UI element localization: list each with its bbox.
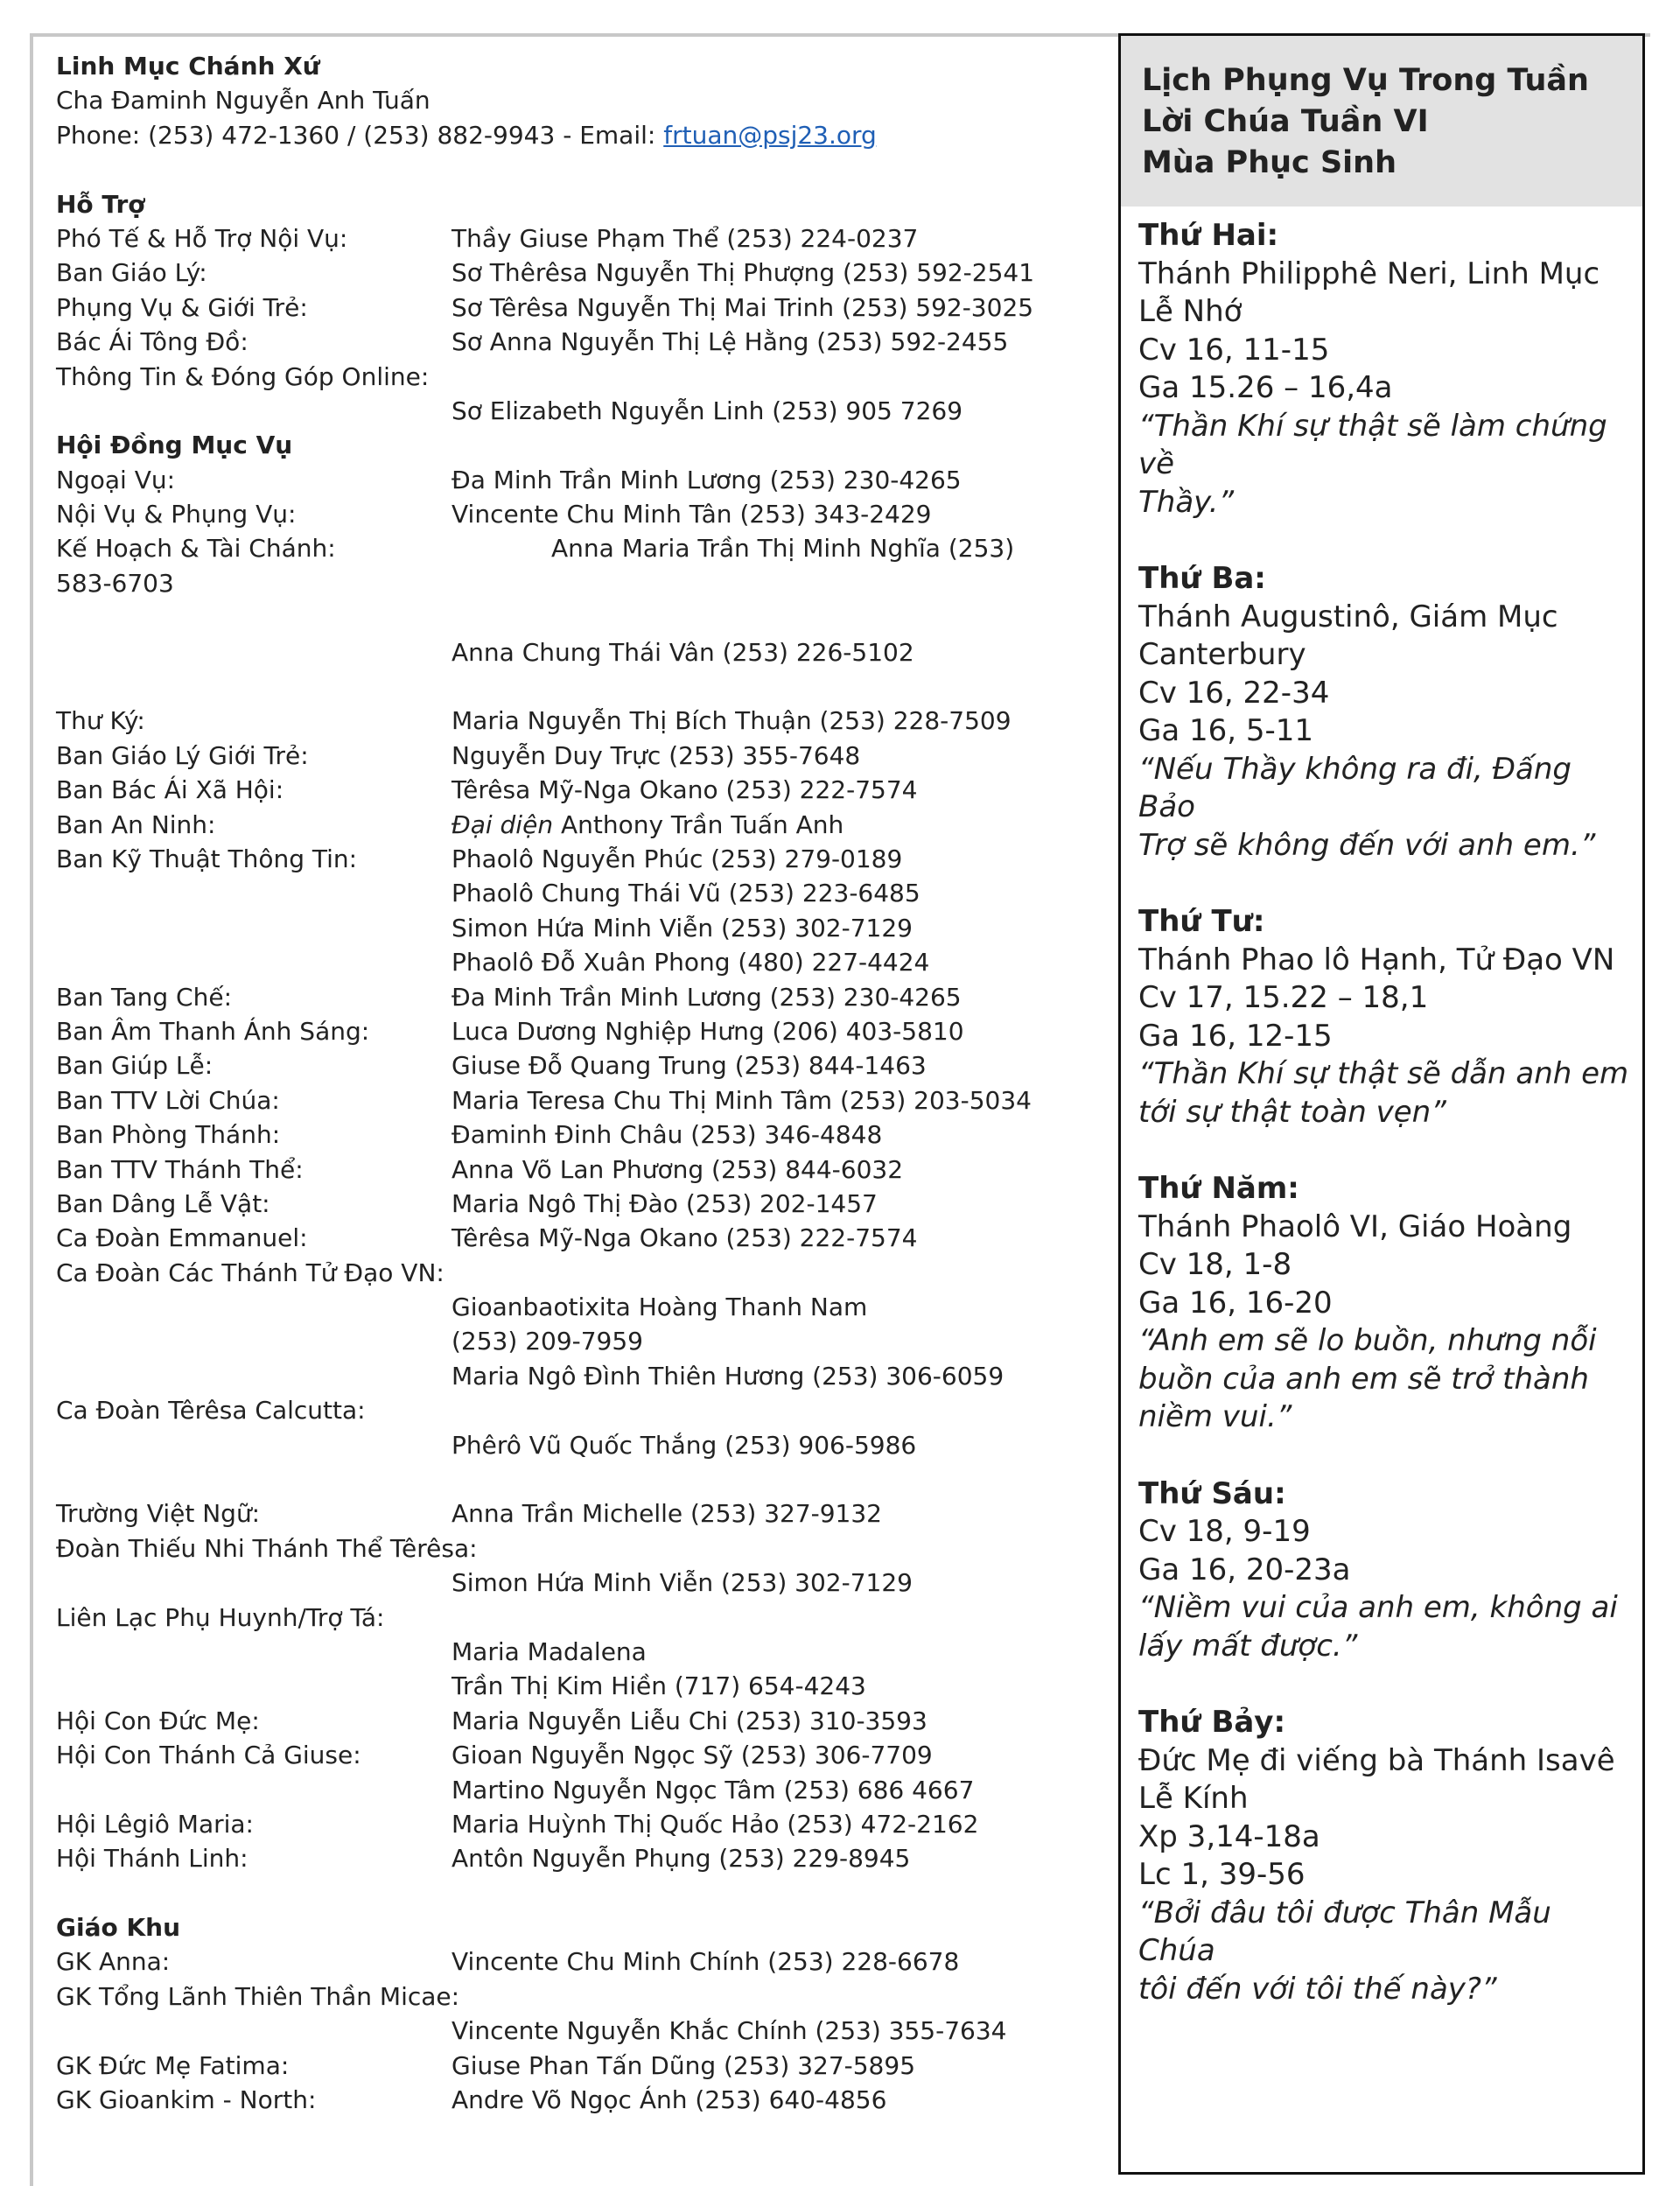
directory-label: Ban Kỹ Thuật Thông Tin: — [56, 844, 358, 873]
directory-label: Phụng Vụ & Giới Trẻ: — [56, 292, 308, 322]
directory-value: Gioanbaotixita Hoàng Thanh Nam — [452, 1293, 868, 1322]
liturgy-day — [1138, 1704, 1634, 2008]
day-quote: tới sự thật toàn vẹn” — [1138, 1094, 1446, 1130]
security-value — [452, 808, 844, 842]
directory-label: Ca Đoàn Têrêsa Calcutta: — [56, 1396, 366, 1426]
security-prefix: Đại diện — [452, 809, 554, 839]
day-reading: Ga 16, 12-15 — [1138, 1018, 1333, 1054]
directory-label: Nội Vụ & Phụng Vụ: — [56, 500, 297, 529]
day-reading: Cv 18, 1-8 — [1138, 1247, 1292, 1282]
directory-label: Liên Lạc Phụ Huynh/Trợ Tá: — [56, 1602, 385, 1632]
directory-row — [56, 497, 1106, 531]
security-name: Anthony Trần Tuấn Anh — [553, 809, 844, 839]
directory-label: Ban Tang Chế: — [56, 982, 233, 1012]
day-title: Thứ Bảy: — [1138, 1705, 1286, 1740]
directory-row — [56, 980, 1106, 1014]
directory-row — [56, 1601, 1106, 1635]
directory-row — [56, 463, 1106, 497]
sidebar-title-line: Lời Chúa Tuần VI — [1142, 104, 1429, 139]
day-quote: Trợ sẽ không đến với anh em.” — [1138, 827, 1596, 863]
directory-value: Vincente Nguyễn Khắc Chính (253) 355-7634 — [452, 2016, 1007, 2046]
directory-row — [56, 1187, 1106, 1221]
directory-label: Hội Con Đức Mẹ: — [56, 1706, 260, 1735]
directory-value: Têrêsa Mỹ-Nga Okano (253) 222-7574 — [452, 775, 918, 805]
directory-row — [56, 704, 1106, 738]
pastor-name: Cha Đaminh Nguyễn Anh Tuấn — [56, 86, 430, 116]
day-reading: Thánh Augustinô, Giám Mục — [1138, 599, 1558, 634]
directory-value: Thầy Giuse Phạm Thể (253) 224-0237 — [452, 223, 919, 253]
directory-value: Maria Nguyễn Liễu Chi (253) 310-3593 — [452, 1706, 928, 1735]
pastor-heading: Linh Mục Chánh Xứ — [56, 52, 320, 81]
directory-value: Sơ Thêrêsa Nguyễn Thị Phượng (253) 592-2541 — [452, 258, 1035, 288]
day-quote: “Bởi đâu tôi được Thân Mẫu Chúa — [1138, 1895, 1551, 1968]
directory-row — [56, 1944, 1106, 1979]
directory-row — [56, 1979, 1106, 2014]
directory-label: Thư Ký: — [56, 706, 145, 736]
directory-value: Anna Võ Lan Phương (253) 844-6032 — [452, 1154, 904, 1184]
directory-value: Phêrô Vũ Quốc Thắng (253) 906-5986 — [452, 1430, 917, 1460]
day-quote: “Thần Khí sự thật sẽ dẫn anh em — [1138, 1056, 1629, 1091]
finance-value-2: Anna Chung Thái Vân (253) 226-5102 — [452, 637, 914, 667]
day-reading: Thánh Philipphê Neri, Linh Mục — [1138, 256, 1600, 291]
directory-row — [56, 1221, 1106, 1255]
directory-row — [56, 911, 1106, 945]
directory-value: Giuse Đỗ Quang Trung (253) 844-1463 — [452, 1051, 927, 1081]
directory-row — [56, 1393, 1106, 1427]
directory-value: Simon Hứa Minh Viễn (253) 302-7129 — [452, 1568, 913, 1598]
support-rows — [56, 221, 1106, 428]
day-title: Thứ Hai: — [1138, 218, 1279, 253]
directory-value: Anna Trần Michelle (253) 327-9132 — [452, 1499, 882, 1529]
day-quote: Thầy.” — [1138, 484, 1235, 520]
day-reading: Lễ Nhớ — [1138, 294, 1242, 329]
directory-label: GK Tổng Lãnh Thiên Thần Micae: — [56, 1981, 460, 2011]
pastor-contact — [56, 118, 1106, 152]
directory-row — [56, 1324, 1106, 1358]
directory-label: Đoàn Thiếu Nhi Thánh Thể Têrêsa: — [56, 1533, 478, 1563]
council-rows — [56, 842, 1106, 1462]
directory-value: Maria Ngô Thị Đào (253) 202-1457 — [452, 1188, 878, 1218]
day-quote: “Nếu Thầy không ra đi, Đấng Bảo — [1138, 751, 1572, 824]
directory-row — [56, 2083, 1106, 2117]
finance-value: Anna Maria Trần Thị Minh Nghĩa (253) — [551, 534, 1015, 564]
directory-label: Ban Dâng Lễ Vật: — [56, 1188, 270, 1218]
day-title: Thứ Tư: — [1138, 904, 1265, 939]
pastor-phone: Phone: (253) 472-1360 / (253) 882-9943 - Email: — [56, 120, 664, 150]
directory-row — [56, 1841, 1106, 1875]
directory-label: GK Đức Mẹ Fatima: — [56, 2050, 290, 2080]
pastor-email-link[interactable]: frtuan@psj23.org — [663, 120, 877, 150]
directory-value: Martino Nguyễn Ngọc Tâm (253) 686 4667 — [452, 1775, 975, 1804]
liturgy-day — [1138, 903, 1634, 1132]
directory-label: Bác Ái Tông Đồ: — [56, 327, 248, 357]
directory-value: Simon Hứa Minh Viễn (253) 302-7129 — [452, 913, 913, 942]
day-quote: “Niềm vui của anh em, không ai — [1138, 1590, 1618, 1625]
directory-row — [56, 1807, 1106, 1841]
directory-row — [56, 2049, 1106, 2083]
spacer — [56, 1876, 1106, 1910]
day-quote: niềm vui.” — [1138, 1399, 1292, 1434]
directory-row — [56, 739, 1106, 773]
liturgy-day — [1138, 1170, 1634, 1437]
directory-value: Vincente Chu Minh Chính (253) 228-6678 — [452, 1947, 960, 1977]
directory-value: Trần Thị Kim Hiền (717) 654-4243 — [452, 1671, 866, 1701]
directory-value: Gioan Nguyễn Ngọc Sỹ (253) 306-7709 — [452, 1741, 933, 1770]
directory-row — [56, 1428, 1106, 1462]
directory-label: Hội Lêgiô Maria: — [56, 1809, 254, 1839]
directory-label: GK Gioankim - North: — [56, 2085, 317, 2115]
day-quote: “Anh em sẽ lo buồn, nhưng nỗi — [1138, 1323, 1597, 1358]
directory-label: Ban TTV Lời Chúa: — [56, 1085, 280, 1115]
directory-label: Ca Đoàn Các Thánh Tử Đạo VN: — [56, 1258, 444, 1287]
sidebar-title-line: Mùa Phục Sinh — [1142, 145, 1397, 180]
directory-label: Ban Giúp Lễ: — [56, 1051, 214, 1081]
directory-row — [56, 1048, 1106, 1082]
sidebar-title-line: Lịch Phụng Vụ Trong Tuần — [1142, 63, 1589, 98]
security-label: Ban An Ninh: — [56, 809, 216, 839]
directory-row — [56, 1359, 1106, 1393]
council-rows — [56, 463, 1106, 532]
day-reading: Ga 16, 5-11 — [1138, 713, 1314, 748]
liturgy-day — [1138, 217, 1634, 522]
directory-row — [56, 2014, 1106, 2048]
directory-value: Sơ Têrêsa Nguyễn Thị Mai Trinh (253) 592-3025 — [452, 292, 1034, 322]
liturgy-sidebar — [1118, 33, 1645, 2175]
day-reading: Xp 3,14-18a — [1138, 1818, 1320, 1854]
directory-label: Ca Đoàn Emmanuel: — [56, 1223, 308, 1253]
directory-value: Đaminh Đinh Châu (253) 346-4848 — [452, 1120, 883, 1150]
spacer — [56, 669, 1106, 704]
day-reading: Canterbury — [1138, 637, 1306, 672]
directory-value: Antôn Nguyễn Phụng (253) 229-8945 — [452, 1844, 911, 1874]
day-quote: buồn của anh em sẽ trở thành — [1138, 1361, 1589, 1397]
directory-row — [56, 1531, 1106, 1566]
zone-rows — [56, 1944, 1106, 2117]
directory-label: Hội Thánh Linh: — [56, 1844, 248, 1874]
directory-row — [56, 1118, 1106, 1152]
directory-label: Thông Tin & Đóng Góp Online: — [56, 361, 430, 391]
finance-row — [56, 531, 1106, 565]
day-reading: Lễ Kính — [1138, 1781, 1249, 1816]
liturgy-day — [1138, 1475, 1634, 1666]
directory-row — [56, 773, 1106, 807]
directory-label: Ngoại Vụ: — [56, 465, 176, 494]
directory-row — [56, 291, 1106, 325]
directory-label: Hội Con Thánh Cả Giuse: — [56, 1741, 361, 1770]
council-rows — [56, 1496, 1106, 1875]
day-reading: Lc 1, 39-56 — [1138, 1857, 1306, 1892]
sidebar-header — [1121, 36, 1642, 207]
directory-row — [56, 1566, 1106, 1600]
directory-value: Maria Nguyễn Thị Bích Thuận (253) 228-7509 — [452, 706, 1012, 736]
finance-wrap — [56, 566, 1106, 600]
directory-value: Andre Võ Ngọc Ánh (253) 640-4856 — [452, 2085, 887, 2115]
directory-row — [56, 394, 1106, 428]
directory-value: Vincente Chu Minh Tân (253) 343-2429 — [452, 500, 932, 529]
day-reading: Ga 16, 20-23a — [1138, 1552, 1351, 1587]
directory-value: Luca Dương Nghiệp Hưng (206) 403-5810 — [452, 1016, 964, 1046]
directory-label: Ban Âm Thanh Ánh Sáng: — [56, 1016, 370, 1046]
directory-row — [56, 842, 1106, 876]
directory-row — [56, 1153, 1106, 1187]
directory-row — [56, 1669, 1106, 1703]
day-title: Thứ Năm: — [1138, 1171, 1299, 1206]
directory-row — [56, 1290, 1106, 1324]
directory-value: Phaolô Đỗ Xuân Phong (480) 227-4424 — [452, 948, 930, 977]
directory-column — [56, 49, 1106, 2117]
council-rows — [56, 704, 1106, 807]
day-quote: tôi đến với tôi thế này?” — [1138, 1971, 1497, 2007]
finance-row-2 — [56, 635, 1106, 669]
council-heading: Hội Đồng Mục Vụ — [56, 431, 293, 460]
directory-value: Maria Huỳnh Thị Quốc Hảo (253) 472-2162 — [452, 1809, 979, 1839]
spacer — [56, 1462, 1106, 1496]
directory-value: Sơ Elizabeth Nguyễn Linh (253) 905 7269 — [452, 396, 963, 425]
directory-row — [56, 1496, 1106, 1531]
day-reading: Cv 17, 15.22 – 18,1 — [1138, 980, 1429, 1015]
directory-value: Đa Minh Trần Minh Lương (253) 230-4265 — [452, 465, 962, 494]
day-reading: Ga 16, 16-20 — [1138, 1285, 1333, 1321]
directory-row — [56, 1704, 1106, 1738]
directory-value: Maria Madalena — [452, 1636, 647, 1666]
directory-label: Ban Giáo Lý Giới Trẻ: — [56, 740, 309, 770]
directory-label: Ban TTV Thánh Thể: — [56, 1154, 304, 1184]
support-heading: Hỗ Trợ — [56, 189, 145, 219]
day-reading: Cv 18, 9-19 — [1138, 1514, 1311, 1549]
finance-wrap-text: 583-6703 — [56, 568, 174, 598]
directory-label: Ban Giáo Lý: — [56, 258, 207, 288]
directory-value: Maria Teresa Chu Thị Minh Tâm (253) 203-5034 — [452, 1085, 1032, 1115]
directory-row — [56, 1738, 1106, 1772]
day-reading: Ga 15.26 – 16,4a — [1138, 370, 1393, 405]
spacer — [56, 600, 1106, 634]
directory-value: Phaolô Nguyễn Phúc (253) 279-0189 — [452, 844, 903, 873]
spacer — [56, 152, 1106, 186]
day-reading: Thánh Phao lô Hạnh, Tử Đạo VN — [1138, 942, 1615, 977]
directory-row — [56, 1083, 1106, 1118]
day-reading: Đức Mẹ đi viếng bà Thánh Isavê — [1138, 1742, 1615, 1778]
sidebar-days — [1121, 207, 1642, 2008]
directory-label: Ban Bác Ái Xã Hội: — [56, 775, 284, 805]
day-reading: Cv 16, 22-34 — [1138, 675, 1330, 711]
directory-row — [56, 325, 1106, 359]
directory-row — [56, 1635, 1106, 1669]
day-title: Thứ Sáu: — [1138, 1475, 1286, 1511]
directory-value: Phaolô Chung Thái Vũ (253) 223-6485 — [452, 879, 920, 908]
directory-row — [56, 360, 1106, 394]
directory-row — [56, 945, 1106, 979]
day-quote: lấy mất được.” — [1138, 1628, 1358, 1664]
directory-value: Đa Minh Trần Minh Lương (253) 230-4265 — [452, 982, 962, 1012]
zones-heading: Giáo Khu — [56, 1913, 181, 1943]
directory-row — [56, 1014, 1106, 1048]
directory-label: Trường Việt Ngữ: — [56, 1499, 261, 1529]
day-reading: Thánh Phaolô VI, Giáo Hoàng — [1138, 1209, 1572, 1244]
day-reading: Cv 16, 11-15 — [1138, 332, 1330, 368]
directory-label: Ban Phòng Thánh: — [56, 1120, 281, 1150]
directory-label: GK Anna: — [56, 1947, 171, 1977]
liturgy-day — [1138, 560, 1634, 865]
directory-row — [56, 876, 1106, 910]
security-row — [56, 808, 1106, 842]
directory-row — [56, 256, 1106, 290]
directory-row — [56, 1256, 1106, 1290]
directory-label: Phó Tế & Hỗ Trợ Nội Vụ: — [56, 223, 348, 253]
finance-label: Kế Hoạch & Tài Chánh: — [56, 534, 336, 564]
directory-value: Nguyễn Duy Trực (253) 355-7648 — [452, 740, 861, 770]
directory-value: Têrêsa Mỹ-Nga Okano (253) 222-7574 — [452, 1223, 918, 1253]
day-quote: “Thần Khí sự thật sẽ làm chứng về — [1138, 408, 1607, 481]
directory-value: Giuse Phan Tấn Dũng (253) 327-5895 — [452, 2050, 916, 2080]
directory-value: (253) 209-7959 — [452, 1327, 643, 1356]
directory-value: Maria Ngô Đình Thiên Hương (253) 306-6059 — [452, 1361, 1004, 1391]
day-title: Thứ Ba: — [1138, 561, 1266, 596]
directory-value: Sơ Anna Nguyễn Thị Lệ Hằng (253) 592-2455 — [452, 327, 1009, 357]
directory-row — [56, 221, 1106, 256]
directory-row — [56, 1773, 1106, 1807]
